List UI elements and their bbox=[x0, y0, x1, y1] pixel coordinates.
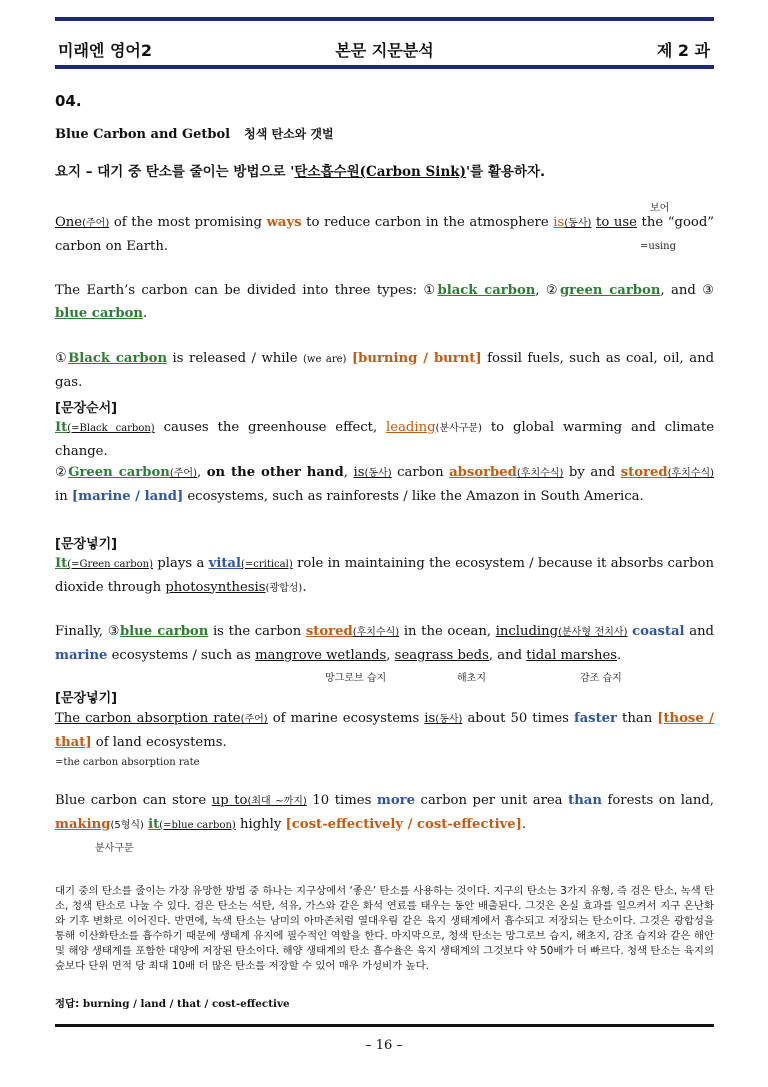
p9-more: more bbox=[376, 793, 415, 808]
answer-value: burning / land / that / cost-effective bbox=[79, 998, 290, 1010]
note-tidal: 감조 습지 bbox=[580, 673, 622, 684]
gist bbox=[55, 160, 545, 180]
note-seagrass: 해초지 bbox=[457, 673, 486, 684]
p6-text: . bbox=[302, 579, 307, 595]
p2-text: , bbox=[535, 283, 546, 298]
p5-text: ecosystems, such as rainforests / like the Amazon in South America. bbox=[183, 488, 644, 504]
p6-text: plays a bbox=[153, 556, 209, 571]
p2-blue: blue carbon bbox=[55, 305, 143, 321]
p2-text: The Earth’s carbon can be divided into three types: bbox=[55, 283, 424, 298]
paragraph-5 bbox=[55, 462, 714, 508]
p4-it: It bbox=[55, 420, 68, 435]
p1-is: is bbox=[553, 215, 565, 230]
p5-marine-land: [marine / land] bbox=[71, 488, 184, 504]
p9-text: carbon per unit area bbox=[415, 793, 569, 808]
p5-text: , bbox=[343, 465, 354, 480]
page-number: – 16 – bbox=[365, 1038, 403, 1053]
p3-text: fossil fuels, such as coal, oil, and gas. bbox=[55, 351, 715, 390]
p8-is: is bbox=[424, 711, 436, 726]
header-bottom-rule bbox=[55, 65, 714, 69]
p7-text: ecosystems / such as bbox=[107, 647, 256, 663]
p5-green: Green carbon bbox=[68, 465, 170, 480]
paragraph-4 bbox=[55, 417, 714, 463]
p4-leading: leading bbox=[386, 420, 436, 435]
p8-faster: faster bbox=[573, 711, 618, 726]
gist-prefix: 요지 – 대기 중 탄소를 줄이는 방법으로 ' bbox=[55, 164, 295, 180]
note-complement: 보어 bbox=[650, 203, 670, 214]
passage-title bbox=[55, 125, 334, 142]
p9-upto: up to bbox=[211, 793, 248, 808]
p7-blue: blue carbon bbox=[119, 624, 209, 639]
p9-than: than bbox=[568, 793, 602, 808]
p9-text: highly bbox=[235, 816, 286, 832]
p5-text: carbon bbox=[391, 465, 450, 480]
p9-cost: [cost-effectively / cost-effective] bbox=[285, 816, 522, 832]
p8-text: about 50 times bbox=[462, 711, 574, 726]
p1-text: to reduce carbon in the atmosphere bbox=[301, 215, 554, 230]
p9-making: making bbox=[55, 816, 111, 832]
p9-text: forests on land, bbox=[601, 793, 714, 808]
note-using: =using bbox=[640, 241, 676, 252]
p1-one: One bbox=[55, 215, 83, 230]
p3-we: (we are) bbox=[303, 354, 347, 365]
p5-absorbed-tag: (후치수식) bbox=[516, 468, 564, 479]
p1-is-tag: (동사) bbox=[564, 218, 592, 229]
p8-is-tag: (동사) bbox=[435, 714, 463, 725]
p2-text: , and bbox=[660, 283, 703, 298]
paragraph-9 bbox=[55, 790, 714, 837]
p9-upto-tag: (최대 ~까지) bbox=[247, 796, 307, 807]
p2-num: ③ bbox=[702, 283, 715, 298]
header-title: 본문 지문분석 bbox=[335, 41, 434, 60]
p5-absorbed: absorbed bbox=[449, 465, 517, 480]
note-mangrove: 망그로브 습지 bbox=[325, 673, 387, 684]
p5-stored: stored bbox=[620, 465, 668, 480]
p6-vital-tag: (=critical) bbox=[240, 559, 293, 570]
p3-burn: [burning / burnt] bbox=[351, 351, 482, 366]
p5-num: ② bbox=[55, 465, 69, 480]
korean-translation: 대기 중의 탄소를 줄이는 가장 유망한 방법 중 하나는 지구상에서 ‘좋은’ 탄소를 사용하는 것이다. 지구의 탄소는 3가지 유형, 즉 검은 탄소, 녹색 탄소, 청색 탄소로 나눌 수 있다. 검은 탄소는 석탄, 석유, 가스와 같은 화석 연료를 태우는 동안 배출된다. 그것은 온실 효과를 일으켜서 지구 온난화와 기후 변화로 이어진다. 반면에, 녹색 탄소는 남미의 아마존처럼 열대우림 같은 육지 생태계에서 흡수되고 저장되는 탄소이다. 그것은 광합성을 통해 이산화탄소를 흡수하기 때문에 생태계 유지에 필수적인 역할을 한다. 마지막으로, 청색 탄소는 망그로브 습지, 해초지, 감조 습지와 같은 해안 및 해양 생태계를 포함한 대양에 저장된 탄소이다. 해양 생태계의 탄소 흡수율은 육지 생태계의 그것보다 약 50배가 더 빠르다. 청색 탄소는 육지의 숲보다 단위 면적 당 최대 10배 더 많은 탄소를 저장할 수 있어 매우 가성비가 높다. bbox=[55, 885, 714, 972]
p7-num: ③ bbox=[107, 624, 120, 639]
answer-label: 정답: bbox=[55, 998, 80, 1010]
p7-text: in the ocean, bbox=[399, 624, 496, 639]
p9-it-tag: (=blue carbon) bbox=[159, 819, 236, 831]
section-number: 04. bbox=[55, 92, 82, 110]
p3-num: ① bbox=[55, 351, 69, 366]
p8-text: of marine ecosystems bbox=[267, 711, 425, 726]
footer-rule bbox=[55, 1024, 714, 1027]
p8-rate: The carbon absorption rate bbox=[55, 711, 241, 726]
p7-coastal: coastal bbox=[632, 624, 685, 639]
p6-text: role in maintaining the ecosystem / because it absorbs carbon dioxide through bbox=[55, 556, 714, 595]
title-en: Blue Carbon and Getbol bbox=[55, 127, 231, 142]
p7-including-tag: (분사형 전치사) bbox=[558, 627, 628, 638]
p9-making-tag: (5형식) bbox=[110, 819, 144, 831]
p8-rate-tag: (주어) bbox=[240, 714, 268, 725]
p5-text: by and bbox=[563, 465, 621, 480]
p7-tidal: tidal marshes bbox=[526, 647, 618, 663]
p6-photo-tag: (광합성) bbox=[265, 582, 303, 594]
paragraph-1 bbox=[55, 212, 714, 258]
p1-text: the “good” carbon on Earth. bbox=[55, 215, 715, 254]
label-order: [문장순서] bbox=[55, 401, 118, 416]
gist-suffix: '를 활용하자. bbox=[466, 164, 546, 180]
p7-seagrass: seagrass beds bbox=[394, 647, 489, 663]
p7-text: and bbox=[684, 624, 715, 639]
textbook-name: 미래엔 영어2 bbox=[58, 41, 152, 60]
paragraph-2 bbox=[55, 280, 714, 325]
p8-those-that: [those / that] bbox=[55, 711, 714, 750]
p2-text: . bbox=[142, 305, 148, 321]
p6-photo: photosynthesis bbox=[165, 579, 266, 595]
label-insert-1: [문장넣기] bbox=[55, 537, 118, 552]
p5-is-tag: (동사) bbox=[364, 468, 392, 479]
p6-it: It bbox=[55, 556, 68, 571]
p8-text: of land ecosystems. bbox=[91, 734, 227, 750]
p7-stored-tag: (후치수식) bbox=[352, 627, 400, 638]
note-participle: 분사구문 bbox=[95, 843, 134, 854]
p7-marine: marine bbox=[55, 647, 108, 663]
p7-text: , and bbox=[488, 647, 527, 663]
paragraph-6 bbox=[55, 553, 714, 600]
p2-black: black carbon bbox=[437, 283, 536, 298]
page-header bbox=[55, 24, 714, 64]
label-insert-2: [문장넣기] bbox=[55, 691, 118, 706]
note-rate: =the carbon absorption rate bbox=[55, 757, 200, 768]
p4-leading-tag: (분사구문) bbox=[435, 423, 482, 434]
p9-text: . bbox=[521, 816, 527, 832]
p9-text: 10 times bbox=[306, 793, 377, 808]
p6-it-tag: (=Green carbon) bbox=[67, 559, 154, 570]
p9-text: Blue carbon can store bbox=[55, 793, 212, 808]
p6-vital: vital bbox=[208, 556, 241, 571]
p1-one-tag: (주어) bbox=[82, 218, 110, 229]
paragraph-3 bbox=[55, 348, 714, 394]
p7-text: is the carbon bbox=[208, 624, 306, 639]
p5-stored-tag: (후치수식) bbox=[667, 468, 715, 479]
p5-other-hand: on the other hand bbox=[206, 465, 344, 480]
paragraph-7 bbox=[55, 621, 714, 667]
p7-text: Finally, bbox=[55, 624, 108, 639]
p8-text: than bbox=[617, 711, 658, 726]
gist-key: 탄소흡수원(Carbon Sink) bbox=[294, 164, 466, 180]
p7-including: including bbox=[495, 624, 559, 639]
p2-num: ② bbox=[545, 283, 560, 298]
paragraph-8 bbox=[55, 708, 714, 754]
p4-text: to global warming and climate change. bbox=[55, 420, 714, 459]
p5-text: , bbox=[196, 465, 207, 480]
header-top-rule bbox=[55, 17, 714, 21]
p4-text: causes the greenhouse effect, bbox=[154, 420, 387, 435]
title-ko: 청색 탄소와 갯벌 bbox=[244, 127, 334, 141]
p1-to-use: to use bbox=[596, 215, 637, 230]
p4-it-tag: (=Black carbon) bbox=[67, 423, 155, 434]
p2-green: green carbon bbox=[559, 283, 661, 298]
p3-text: is released / while bbox=[167, 351, 303, 366]
p3-black: Black carbon bbox=[68, 351, 168, 366]
p9-it: it bbox=[148, 816, 160, 832]
p5-is: is bbox=[353, 465, 365, 480]
answer-key bbox=[55, 995, 290, 1010]
p7-text: . bbox=[617, 647, 622, 663]
p1-text: of the most promising bbox=[109, 215, 267, 230]
p7-text: , bbox=[386, 647, 395, 663]
lesson-number: 제 2 과 bbox=[656, 41, 710, 60]
p7-stored: stored bbox=[305, 624, 353, 639]
p5-text: in bbox=[55, 488, 72, 504]
p2-num: ① bbox=[423, 283, 438, 298]
p5-green-tag: (주어) bbox=[169, 468, 197, 479]
p1-ways: ways bbox=[266, 215, 302, 230]
p7-mangrove: mangrove wetlands bbox=[255, 647, 387, 663]
